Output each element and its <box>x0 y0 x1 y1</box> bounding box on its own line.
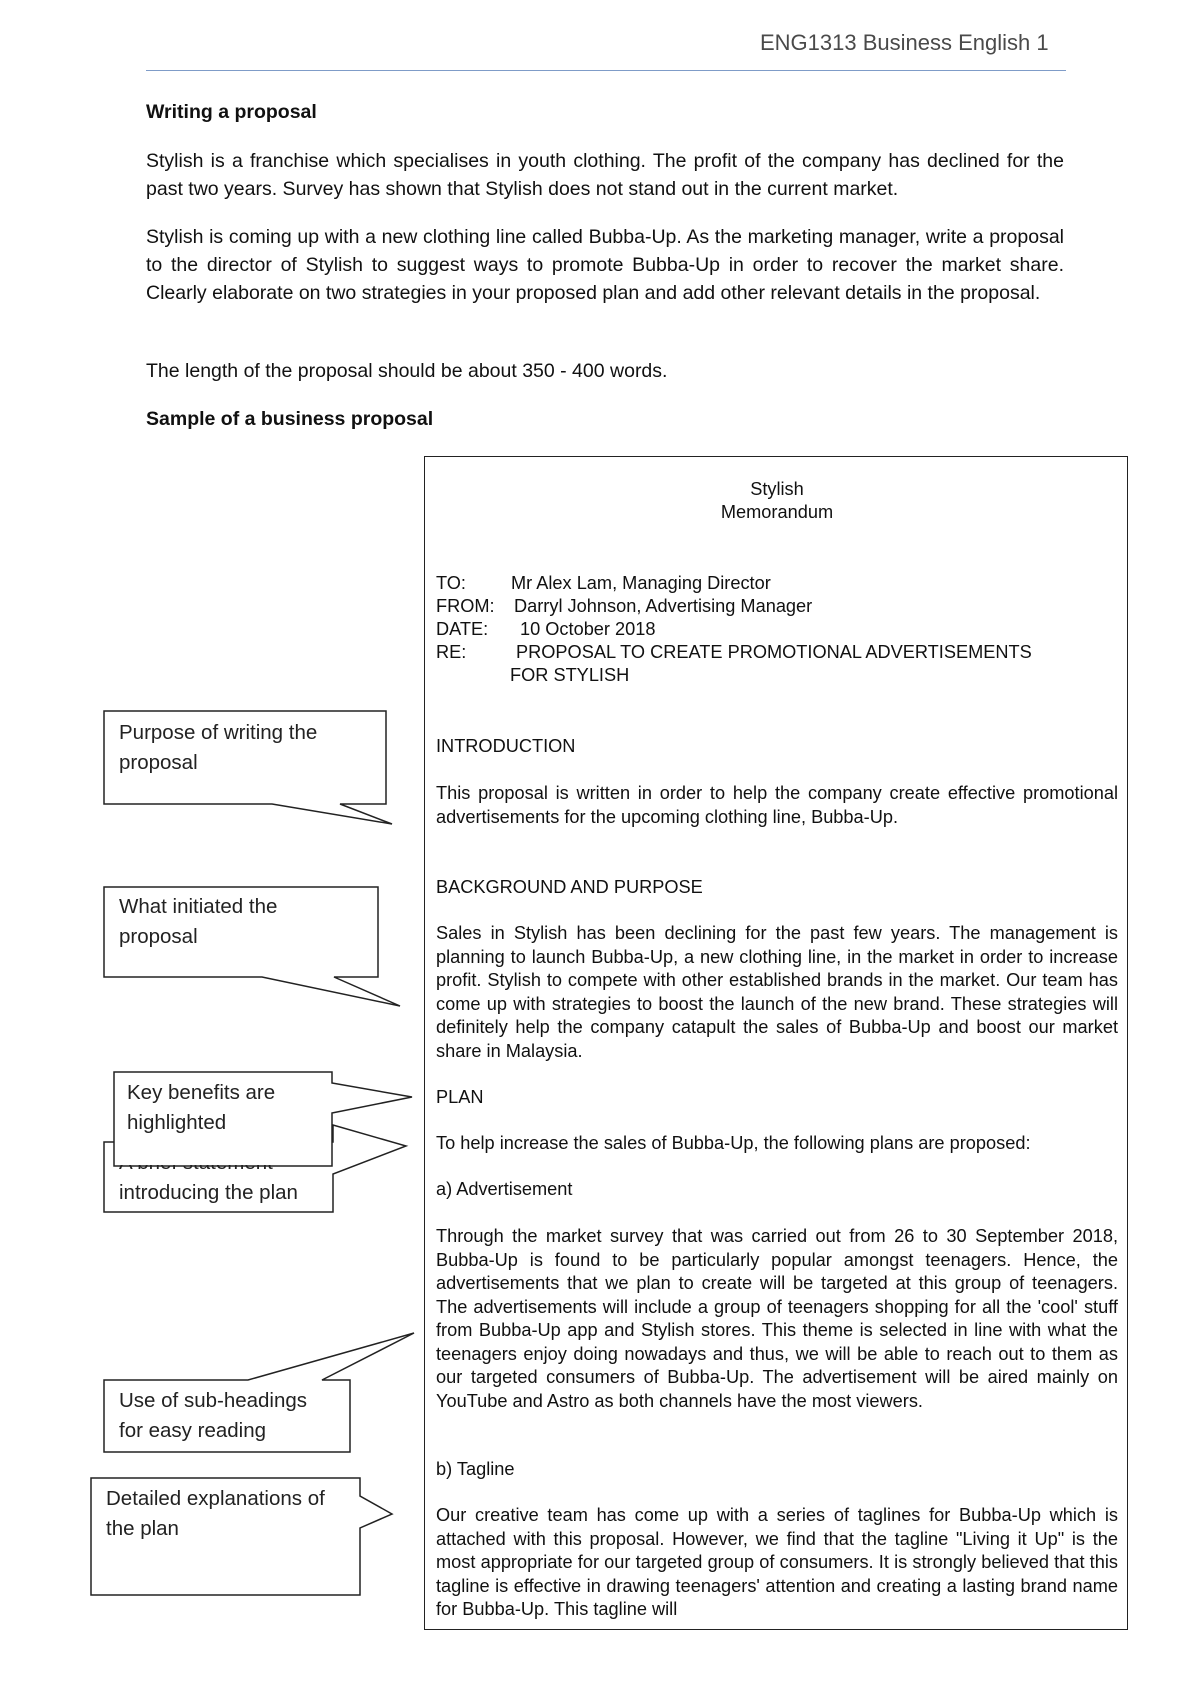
introduction-text: This proposal is written in order to help the company create effective promotional advertisements for the upcoming clothing line, Bubba-Up. <box>436 783 1118 827</box>
tagline-subheading: b) Tagline <box>436 1459 515 1479</box>
background-heading: BACKGROUND AND PURPOSE <box>436 877 703 897</box>
memo-re-line1: PROPOSAL TO CREATE PROMOTIONAL ADVERTISEMENTS <box>516 642 1032 662</box>
sample-heading: Sample of a business proposal <box>146 408 434 430</box>
memo-date-value: 10 October 2018 <box>520 619 656 639</box>
callout-subheadings-line2: for easy reading <box>119 1419 267 1442</box>
introduction-heading: INTRODUCTION <box>436 736 576 756</box>
task-paragraph-1: Stylish is a franchise which specialises in youth clothing. The profit of the company has declined for the past two years. Survey has shown that Stylish does not stand out in the current market. <box>146 150 1064 200</box>
memo-from-label: FROM: <box>436 596 495 616</box>
callout-benefits-line2: highlighted <box>127 1111 227 1134</box>
callout-initiated <box>119 892 277 952</box>
advertisement-subheading: a) Advertisement <box>436 1179 573 1199</box>
callout-detailed-line2: the plan <box>106 1517 179 1540</box>
tagline-text: Our creative team has come up with a series of taglines for Bubba-Up which is attached with this proposal. However, we find that the tagline "Living it Up" is the most appropriate for our targeted group of consumers. It is strongly believed that this tagline is effective in drawing teenagers' attention and creating a lasting brand name for Bubba-Up. This tagline will <box>436 1505 1118 1619</box>
callout-benefits <box>127 1078 275 1138</box>
plan-heading: PLAN <box>436 1087 484 1107</box>
callout-purpose-line2: proposal <box>119 751 198 774</box>
memo-re-line2: FOR STYLISH <box>510 665 630 685</box>
memo-re-label: RE: <box>436 642 467 662</box>
advertisement-text: Through the market survey that was carried out from 26 to 30 September 2018, Bubba-Up is found to be particularly popular amongst teenagers. Hence, the advertisements that we plan to create will be targeted at this group of teenagers. The advertisements will include a group of teenagers shopping for all the 'cool' stuff from Bubba-Up app and Stylish stores. This theme is selected in line with what the teenagers enjoy doing nowadays and thus, we will be able to reach out to them as our targeted consumers of Bubba-Up. The advertisement will be aired mainly on YouTube and Astro as both channels have the most viewers. <box>436 1226 1118 1411</box>
memo-date-label: DATE: <box>436 619 489 639</box>
callout-purpose-line1: Purpose of writing the <box>119 721 318 744</box>
task-title: Writing a proposal <box>146 101 317 123</box>
callout-detailed-line1: Detailed explanations of <box>106 1487 325 1510</box>
memo-company: Stylish <box>750 479 804 499</box>
task-paragraph-3: The length of the proposal should be about 350 - 400 words. <box>146 360 668 382</box>
callout-initiated-line1: What initiated the <box>119 895 278 918</box>
memo-to-label: TO: <box>436 573 466 593</box>
memo-from-value: Darryl Johnson, Advertising Manager <box>514 596 813 616</box>
callout-subheadings-line1: Use of sub-headings <box>119 1389 308 1412</box>
callout-detailed <box>106 1484 325 1544</box>
callout-initiated-line2: proposal <box>119 925 198 948</box>
background-text: Sales in Stylish has been declining for the past few years. The management is planning to launch Bubba-Up, a new clothing line, in the market in order to increase profit. Stylish to compete with other established brands in the market. Our team has come up with strategies to boost the launch of the new brand. These strategies will definitely help the company catapult the sales of Bubba-Up and boost our market share in Malaysia. <box>436 923 1118 1061</box>
callout-purpose <box>119 718 317 778</box>
course-header: ENG1313 Business English 1 <box>760 30 1049 55</box>
task-paragraph-2: Stylish is coming up with a new clothing line called Bubba-Up. As the marketing manager, write a proposal to the director of Stylish to suggest ways to promote Bubba-Up in order to recover the market share. Clearly elaborate on two strategies in your proposed plan and add other relevant details in the proposal. <box>146 226 1064 304</box>
callout-benefits-line1: Key benefits are <box>127 1081 276 1104</box>
callout-brief-line2: introducing the plan <box>119 1181 298 1204</box>
callout-subheadings <box>119 1386 307 1446</box>
memo-to-value: Mr Alex Lam, Managing Director <box>511 573 771 593</box>
memo-doc-type: Memorandum <box>720 502 834 522</box>
plan-intro: To help increase the sales of Bubba-Up, the following plans are proposed: <box>436 1133 1031 1153</box>
